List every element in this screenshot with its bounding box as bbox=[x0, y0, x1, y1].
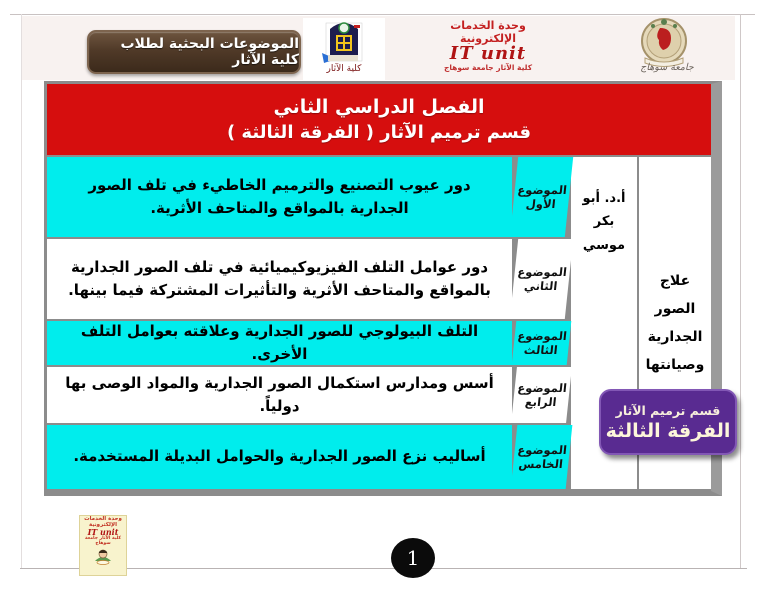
research-topics-banner bbox=[87, 30, 301, 74]
stamp-line4: كلية الآثار جامعة سوهاج bbox=[84, 535, 121, 546]
it-unit-footer-stamp bbox=[79, 515, 127, 576]
table-title-band bbox=[47, 84, 711, 157]
professor-cell: أ.د. أبو بكر موسي bbox=[571, 157, 637, 489]
topic-text-3: التلف البيولوجي للصور الجدارية وعلاقته بعوامل التلف الأخرى. bbox=[47, 321, 512, 365]
it-unit-line1: وحدة الخدمات bbox=[450, 19, 526, 32]
it-unit-line3: IT unit bbox=[449, 43, 527, 65]
it-unit-header-stamp bbox=[430, 20, 546, 73]
it-unit-line2: الإلكترونية bbox=[460, 31, 516, 45]
page-frame-left bbox=[21, 14, 22, 568]
topic-text-2: دور عوامل التلف الفيزيوكيميائية في تلف الصور الجدارية بالمواقع والمتاحف الأثرية والتأثيرات المشتركة فيما بينها. bbox=[47, 239, 512, 319]
university-logo-caption: جامعة سوهاج bbox=[640, 62, 694, 73]
college-logo bbox=[303, 18, 385, 82]
college-logo-icon bbox=[314, 19, 374, 65]
topic-label-2: الموضوع الثاني bbox=[510, 239, 573, 319]
stamp-line2: الإلكترونية bbox=[89, 522, 117, 529]
department-year-badge bbox=[599, 389, 737, 455]
topic-text-1: دور عيوب التصنيع والترميم الخاطيء في تلف الصور الجدارية بالمواقع والمتاحف الأثرية. bbox=[47, 157, 512, 237]
topic-label-1: الموضوع الأول bbox=[510, 157, 573, 237]
topic-text-5: أساليب نزع الصور الجدارية والحوامل البديلة المستخدمة. bbox=[47, 425, 512, 489]
stamp-line1: وحدة الخدمات bbox=[84, 516, 122, 522]
page-number: 1 bbox=[406, 546, 420, 570]
course-name-cell: علاج الصور الجدارية وصيانتها bbox=[639, 157, 711, 489]
topic-label-5: الموضوع الخامس bbox=[511, 425, 573, 489]
badge-year-line: الفرقة الثالثة bbox=[605, 419, 731, 442]
page-frame-top bbox=[10, 14, 755, 15]
semester-title: الفصل الدراسي الثاني bbox=[273, 96, 485, 118]
page-frame-right bbox=[740, 14, 741, 568]
topic-text-4: أسس ومدارس استكمال الصور الجدارية والمواد الوصى بها دولياً. bbox=[47, 367, 512, 423]
topic-label-3: الموضوع الثالث bbox=[512, 321, 572, 365]
badge-department-line: قسم ترميم الآثار bbox=[615, 402, 721, 418]
stamp-line3: IT unit bbox=[87, 527, 119, 538]
it-unit-line4: كلية الآثار جامعة سوهاج bbox=[443, 63, 533, 73]
college-logo-caption: كلية الآثار bbox=[326, 64, 362, 74]
department-title: قسم ترميم الآثار ( الفرقة الثالثة ) bbox=[226, 122, 532, 143]
research-topics-banner-label: الموضوعات البحثية لطلاب كلية الآثار bbox=[120, 36, 299, 68]
stamp-figure-icon bbox=[93, 547, 113, 565]
page-number-badge bbox=[391, 538, 435, 578]
page-frame-bottom bbox=[20, 568, 747, 569]
topic-label-4: الموضوع الرابع bbox=[511, 367, 572, 423]
